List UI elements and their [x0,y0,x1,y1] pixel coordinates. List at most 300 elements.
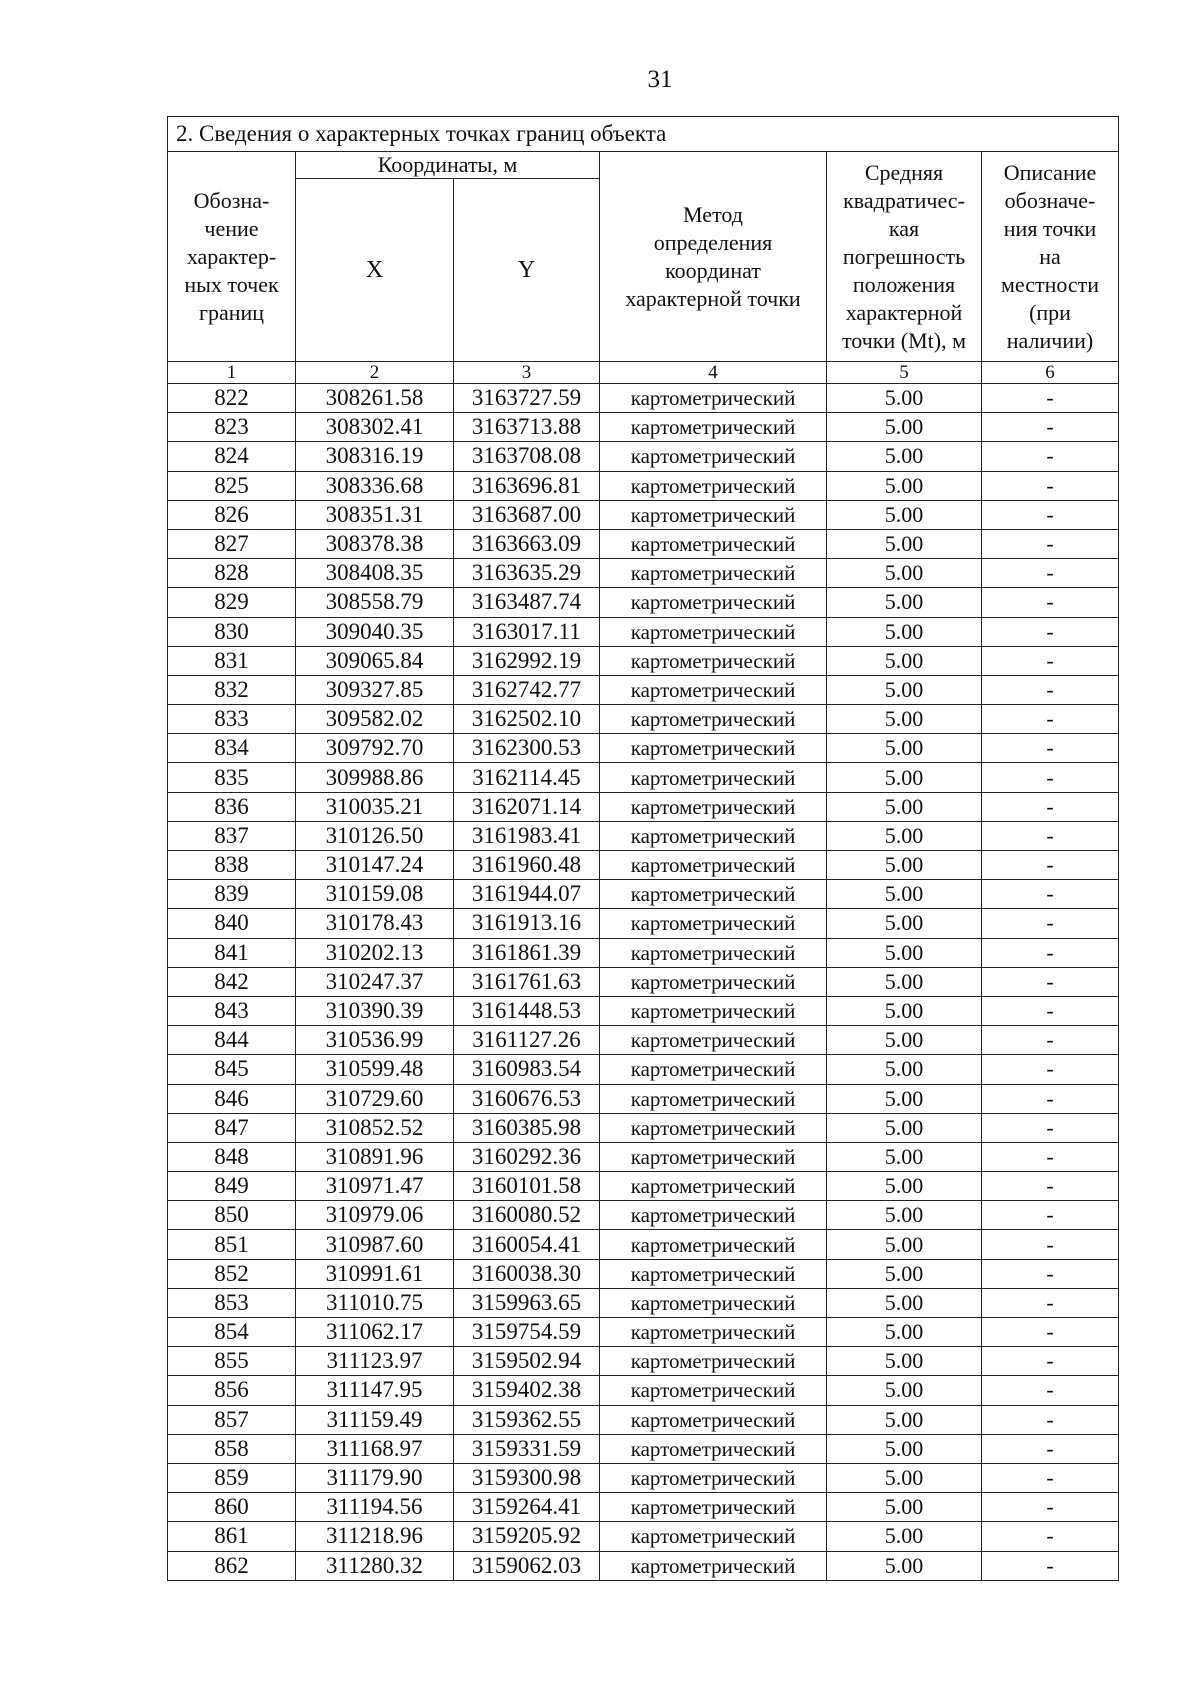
coord-y-cell: 3163663.09 [454,529,600,558]
mean-error-cell: 5.00 [827,442,982,471]
coord-y-cell: 3161761.63 [454,967,600,996]
mean-error-cell: 5.00 [827,734,982,763]
coord-x-cell: 309065.84 [296,646,454,675]
point-id-cell: 849 [168,1172,296,1201]
point-id-cell: 825 [168,471,296,500]
method-cell: картометрический [600,1055,827,1084]
coord-y-cell: 3162114.45 [454,763,600,792]
method-cell: картометрический [600,967,827,996]
coord-x-cell: 310536.99 [296,1026,454,1055]
description-cell: - [982,1113,1119,1142]
mean-error-cell: 5.00 [827,1347,982,1376]
coord-x-cell: 311159.49 [296,1405,454,1434]
table-row [168,384,1119,413]
method-cell: картометрический [600,471,827,500]
method-cell: картометрический [600,442,827,471]
point-id-cell: 852 [168,1259,296,1288]
mean-error-cell: 5.00 [827,1463,982,1492]
coord-x-cell: 310247.37 [296,967,454,996]
description-cell: - [982,1142,1119,1171]
table-row [168,1084,1119,1113]
coord-y-cell: 3160038.30 [454,1259,600,1288]
point-id-cell: 857 [168,1405,296,1434]
table-body [168,384,1119,1581]
coord-y-cell: 3161983.41 [454,821,600,850]
coord-x-cell: 309327.85 [296,675,454,704]
method-cell: картометрический [600,1026,827,1055]
coord-y-cell: 3161944.07 [454,880,600,909]
method-cell: картометрический [600,588,827,617]
header-coordinates: Координаты, м [296,152,600,179]
description-cell: - [982,763,1119,792]
point-id-cell: 854 [168,1318,296,1347]
mean-error-cell: 5.00 [827,559,982,588]
description-cell: - [982,500,1119,529]
mean-error-cell: 5.00 [827,909,982,938]
table-row [168,617,1119,646]
coord-y-cell: 3159963.65 [454,1288,600,1317]
description-cell: - [982,1084,1119,1113]
description-cell: - [982,1055,1119,1084]
mean-error-cell: 5.00 [827,413,982,442]
method-cell: картометрический [600,1522,827,1551]
point-id-cell: 846 [168,1084,296,1113]
description-cell: - [982,1347,1119,1376]
coord-x-cell: 311010.75 [296,1288,454,1317]
coord-y-cell: 3159362.55 [454,1405,600,1434]
coord-x-cell: 308336.68 [296,471,454,500]
coord-x-cell: 310979.06 [296,1201,454,1230]
point-id-cell: 848 [168,1142,296,1171]
method-cell: картометрический [600,617,827,646]
mean-error-cell: 5.00 [827,1288,982,1317]
coord-x-cell: 311194.56 [296,1493,454,1522]
method-cell: картометрический [600,1493,827,1522]
point-id-cell: 839 [168,880,296,909]
point-id-cell: 835 [168,763,296,792]
table-row [168,646,1119,675]
method-cell: картометрический [600,734,827,763]
description-cell: - [982,1551,1119,1580]
method-cell: картометрический [600,1288,827,1317]
table-row [168,1288,1119,1317]
point-id-cell: 856 [168,1376,296,1405]
point-id-cell: 859 [168,1463,296,1492]
description-cell: - [982,1318,1119,1347]
coord-x-cell: 309040.35 [296,617,454,646]
coord-y-cell: 3160054.41 [454,1230,600,1259]
coord-x-cell: 309988.86 [296,763,454,792]
description-cell: - [982,821,1119,850]
point-id-cell: 850 [168,1201,296,1230]
method-cell: картометрический [600,1376,827,1405]
mean-error-cell: 5.00 [827,471,982,500]
mean-error-cell: 5.00 [827,996,982,1025]
table-row [168,471,1119,500]
method-cell: картометрический [600,1142,827,1171]
coord-y-cell: 3161861.39 [454,938,600,967]
mean-error-cell: 5.00 [827,880,982,909]
description-cell: - [982,1493,1119,1522]
coord-y-cell: 3161960.48 [454,851,600,880]
description-cell: - [982,1434,1119,1463]
method-cell: картометрический [600,559,827,588]
description-cell: - [982,617,1119,646]
method-cell: картометрический [600,1201,827,1230]
coord-x-cell: 310971.47 [296,1172,454,1201]
description-cell: - [982,1463,1119,1492]
mean-error-cell: 5.00 [827,938,982,967]
mean-error-cell: 5.00 [827,821,982,850]
mean-error-cell: 5.00 [827,851,982,880]
coord-y-cell: 3159264.41 [454,1493,600,1522]
header-description-text: Описание обозначе- ния точки на местности (при наличии) [1000,159,1100,353]
coord-y-cell: 3163708.08 [454,442,600,471]
description-cell: - [982,646,1119,675]
mean-error-cell: 5.00 [827,1026,982,1055]
description-cell: - [982,792,1119,821]
description-cell: - [982,1230,1119,1259]
coord-y-cell: 3160292.36 [454,1142,600,1171]
table-row [168,559,1119,588]
coord-y-cell: 3160385.98 [454,1113,600,1142]
point-id-cell: 828 [168,559,296,588]
mean-error-cell: 5.00 [827,1434,982,1463]
coord-y-cell: 3162502.10 [454,705,600,734]
table-row [168,1055,1119,1084]
coord-y-cell: 3160080.52 [454,1201,600,1230]
description-cell: - [982,1172,1119,1201]
description-cell: - [982,734,1119,763]
header-x: X [296,179,454,362]
description-cell: - [982,1376,1119,1405]
mean-error-cell: 5.00 [827,529,982,558]
mean-error-cell: 5.00 [827,792,982,821]
mean-error-cell: 5.00 [827,1522,982,1551]
method-cell: картометрический [600,675,827,704]
description-cell: - [982,1522,1119,1551]
table-row [168,1113,1119,1142]
mean-error-cell: 5.00 [827,1055,982,1084]
coord-x-cell: 310891.96 [296,1142,454,1171]
mean-error-cell: 5.00 [827,1551,982,1580]
header-description [982,152,1119,362]
description-cell: - [982,705,1119,734]
mean-error-cell: 5.00 [827,1230,982,1259]
coord-x-cell: 311123.97 [296,1347,454,1376]
mean-error-cell: 5.00 [827,1405,982,1434]
coord-y-cell: 3162071.14 [454,792,600,821]
coord-x-cell: 310126.50 [296,821,454,850]
description-cell: - [982,529,1119,558]
header-method [600,152,827,362]
method-cell: картометрический [600,763,827,792]
mean-error-cell: 5.00 [827,1172,982,1201]
coord-y-cell: 3162742.77 [454,675,600,704]
mean-error-cell: 5.00 [827,384,982,413]
column-number: 5 [827,362,982,384]
table-row [168,1493,1119,1522]
point-id-cell: 827 [168,529,296,558]
table-row [168,1230,1119,1259]
coord-y-cell: 3163635.29 [454,559,600,588]
coord-x-cell: 308408.35 [296,559,454,588]
method-cell: картометрический [600,821,827,850]
table-row [168,821,1119,850]
table-row [168,1172,1119,1201]
column-number-row [168,362,1119,384]
table-row [168,880,1119,909]
coord-y-cell: 3159754.59 [454,1318,600,1347]
point-id-cell: 831 [168,646,296,675]
coord-y-cell: 3162992.19 [454,646,600,675]
coord-x-cell: 308351.31 [296,500,454,529]
coord-y-cell: 3159062.03 [454,1551,600,1580]
coord-x-cell: 310202.13 [296,938,454,967]
point-id-cell: 829 [168,588,296,617]
coord-x-cell: 310390.39 [296,996,454,1025]
column-number: 4 [600,362,827,384]
coord-x-cell: 311062.17 [296,1318,454,1347]
method-cell: картометрический [600,413,827,442]
method-cell: картометрический [600,705,827,734]
point-id-cell: 844 [168,1026,296,1055]
method-cell: картометрический [600,1113,827,1142]
method-cell: картометрический [600,1434,827,1463]
coord-y-cell: 3159205.92 [454,1522,600,1551]
method-cell: картометрический [600,851,827,880]
method-cell: картометрический [600,938,827,967]
method-cell: картометрический [600,1551,827,1580]
coord-x-cell: 311179.90 [296,1463,454,1492]
coord-y-cell: 3159502.94 [454,1347,600,1376]
table-row [168,1434,1119,1463]
point-id-cell: 858 [168,1434,296,1463]
coord-y-cell: 3161913.16 [454,909,600,938]
table-row [168,967,1119,996]
point-id-cell: 823 [168,413,296,442]
table-row [168,1551,1119,1580]
description-cell: - [982,1288,1119,1317]
coord-y-cell: 3160676.53 [454,1084,600,1113]
table-row [168,792,1119,821]
coord-y-cell: 3163017.11 [454,617,600,646]
point-id-cell: 826 [168,500,296,529]
coord-x-cell: 310159.08 [296,880,454,909]
coord-x-cell: 310178.43 [296,909,454,938]
table-row [168,1201,1119,1230]
description-cell: - [982,938,1119,967]
coord-x-cell: 308558.79 [296,588,454,617]
point-id-cell: 847 [168,1113,296,1142]
mean-error-cell: 5.00 [827,500,982,529]
section-title: 2. Сведения о характерных точках границ объекта [168,117,1119,152]
point-id-cell: 851 [168,1230,296,1259]
description-cell: - [982,1405,1119,1434]
method-cell: картометрический [600,996,827,1025]
column-number: 2 [296,362,454,384]
header-y: Y [454,179,600,362]
coord-y-cell: 3161127.26 [454,1026,600,1055]
coord-x-cell: 310599.48 [296,1055,454,1084]
table-row [168,1522,1119,1551]
method-cell: картометрический [600,1084,827,1113]
point-id-cell: 830 [168,617,296,646]
table-row [168,1347,1119,1376]
point-id-cell: 834 [168,734,296,763]
description-cell: - [982,1259,1119,1288]
coord-x-cell: 311218.96 [296,1522,454,1551]
coord-x-cell: 308302.41 [296,413,454,442]
description-cell: - [982,909,1119,938]
table-row [168,588,1119,617]
coord-x-cell: 308316.19 [296,442,454,471]
description-cell: - [982,880,1119,909]
coord-y-cell: 3162300.53 [454,734,600,763]
table-row [168,763,1119,792]
coord-y-cell: 3159331.59 [454,1434,600,1463]
method-cell: картометрический [600,1347,827,1376]
method-cell: картометрический [600,1463,827,1492]
point-id-cell: 842 [168,967,296,996]
description-cell: - [982,851,1119,880]
coord-y-cell: 3163713.88 [454,413,600,442]
table-row [168,413,1119,442]
table-row [168,734,1119,763]
description-cell: - [982,1201,1119,1230]
column-number: 3 [454,362,600,384]
method-cell: картометрический [600,1230,827,1259]
description-cell: - [982,588,1119,617]
method-cell: картометрический [600,909,827,938]
description-cell: - [982,442,1119,471]
coord-x-cell: 310035.21 [296,792,454,821]
table-row [168,529,1119,558]
coord-y-cell: 3163696.81 [454,471,600,500]
table-row [168,1376,1119,1405]
point-id-cell: 841 [168,938,296,967]
mean-error-cell: 5.00 [827,1113,982,1142]
description-cell: - [982,967,1119,996]
mean-error-cell: 5.00 [827,588,982,617]
coord-y-cell: 3160101.58 [454,1172,600,1201]
point-id-cell: 833 [168,705,296,734]
table-row [168,442,1119,471]
description-cell: - [982,384,1119,413]
method-cell: картометрический [600,500,827,529]
point-id-cell: 860 [168,1493,296,1522]
coord-x-cell: 310852.52 [296,1113,454,1142]
table-row [168,675,1119,704]
mean-error-cell: 5.00 [827,617,982,646]
mean-error-cell: 5.00 [827,1493,982,1522]
mean-error-cell: 5.00 [827,1142,982,1171]
mean-error-cell: 5.00 [827,1259,982,1288]
table-row [168,705,1119,734]
coord-y-cell: 3161448.53 [454,996,600,1025]
column-number: 1 [168,362,296,384]
method-cell: картометрический [600,529,827,558]
table-row [168,1463,1119,1492]
point-id-cell: 853 [168,1288,296,1317]
coord-x-cell: 310729.60 [296,1084,454,1113]
coord-x-cell: 309582.02 [296,705,454,734]
coord-y-cell: 3163487.74 [454,588,600,617]
point-id-cell: 836 [168,792,296,821]
header-designation [168,152,296,362]
coord-y-cell: 3160983.54 [454,1055,600,1084]
description-cell: - [982,471,1119,500]
point-id-cell: 824 [168,442,296,471]
coord-x-cell: 311280.32 [296,1551,454,1580]
method-cell: картометрический [600,1259,827,1288]
boundary-points-table [167,116,1119,1581]
mean-error-cell: 5.00 [827,1376,982,1405]
table-row [168,996,1119,1025]
header-method-text: Метод определения координат характерной точки [625,201,801,311]
coord-x-cell: 309792.70 [296,734,454,763]
point-id-cell: 861 [168,1522,296,1551]
point-id-cell: 832 [168,675,296,704]
point-id-cell: 862 [168,1551,296,1580]
coord-x-cell: 311147.95 [296,1376,454,1405]
point-id-cell: 845 [168,1055,296,1084]
coord-x-cell: 310147.24 [296,851,454,880]
table-row [168,1405,1119,1434]
table-row [168,851,1119,880]
mean-error-cell: 5.00 [827,705,982,734]
mean-error-cell: 5.00 [827,967,982,996]
coord-x-cell: 310987.60 [296,1230,454,1259]
description-cell: - [982,996,1119,1025]
mean-error-cell: 5.00 [827,1201,982,1230]
table-row [168,500,1119,529]
header-error [827,152,982,362]
coord-x-cell: 308261.58 [296,384,454,413]
point-id-cell: 855 [168,1347,296,1376]
table-row [168,1318,1119,1347]
method-cell: картометрический [600,1405,827,1434]
page-number: 31 [647,66,673,93]
header-designation-text: Обозна- чение характер- ных точек границ [184,187,279,325]
table-row [168,909,1119,938]
coord-y-cell: 3163727.59 [454,384,600,413]
table-row [168,1259,1119,1288]
point-id-cell: 838 [168,851,296,880]
point-id-cell: 822 [168,384,296,413]
method-cell: картометрический [600,1172,827,1201]
coord-y-cell: 3159300.98 [454,1463,600,1492]
mean-error-cell: 5.00 [827,675,982,704]
description-cell: - [982,1026,1119,1055]
coord-y-cell: 3159402.38 [454,1376,600,1405]
column-number: 6 [982,362,1119,384]
method-cell: картометрический [600,792,827,821]
header-error-text: Средняя квадратичес- кая погрешность положения характерной точки (Mt), м [841,159,967,353]
method-cell: картометрический [600,1318,827,1347]
description-cell: - [982,675,1119,704]
mean-error-cell: 5.00 [827,763,982,792]
description-cell: - [982,559,1119,588]
description-cell: - [982,413,1119,442]
table-row [168,938,1119,967]
point-id-cell: 837 [168,821,296,850]
coord-y-cell: 3163687.00 [454,500,600,529]
table-row [168,1026,1119,1055]
coord-x-cell: 310991.61 [296,1259,454,1288]
table-row [168,1142,1119,1171]
method-cell: картометрический [600,384,827,413]
